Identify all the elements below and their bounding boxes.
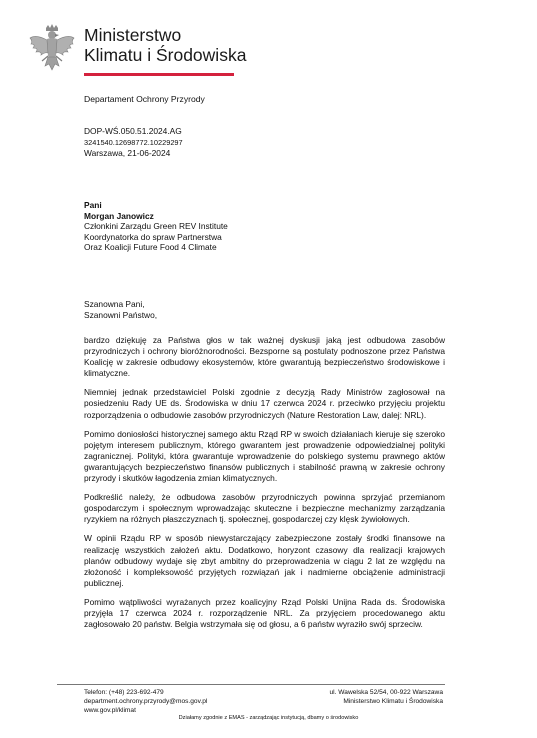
- case-number: 3241540.12698772.10229297: [84, 138, 183, 147]
- recipient-salutation: Pani: [84, 200, 102, 210]
- place-date: Warszawa, 21-06-2024: [84, 148, 171, 158]
- polish-eagle-emblem-icon: [28, 24, 76, 74]
- greeting-line1: Szanowna Pani,: [84, 299, 145, 309]
- body-paragraph-6: Pomimo wątpliwości wyrażanych przez koalicyjny Rząd Polski Unijna Rada ds. Środowiska przyjęła 17 czerwca 2024 r. rozporządzenie NRL. Za przyjęciem procedowanego aktu zagłosowało 20 państw. Belgia wstrzymała się od głosu, a 6 państw wyraziło swój sprzeciw.: [84, 596, 445, 630]
- footer-email-link[interactable]: department.ochrony.przyrody@mos.gov.pl: [84, 698, 208, 705]
- recipient-line3: Oraz Koalicji Future Food 4 Climate: [84, 242, 217, 252]
- recipient-block: [84, 200, 228, 253]
- recipient-line2: Koordynatorka do spraw Partnerstwa: [84, 231, 222, 242]
- footer-divider: [57, 684, 445, 685]
- recipient-name: Morgan Janowicz: [84, 210, 154, 221]
- reference-block: [84, 126, 183, 159]
- ministry-name-line2: Klimatu i Środowiska: [84, 45, 247, 65]
- body-paragraph-4: Podkreślić należy, że odbudowa zasobów przyrodniczych powinna sprzyjać przemianom gospodarczym i społecznym wprowadzając skuteczne i bezpieczne mechanizmy zarządzania ryzykiem na różnych płaszczyznach tj. społecznej, gospodarczej czy klęsk żywiołowych.: [84, 492, 445, 525]
- body-paragraph-3: Pomimo doniosłości historycznej samego aktu Rząd RP w swoich działaniach kieruje się szeroko pojętym interesem publicznym, którego gwarantem jest prowadzenie odpowiedzialnej polityki zagranicznej. Polityki, która gwarantuje wprowadzenie do polskiego systemu prawnego aktów gwarantujących bezpieczeństwo finansów publicznych i stabilność prawną w zakresie ochrony przyrody i skutków łagodzenia zmian klimatycznych.: [84, 428, 445, 484]
- footer-website-link[interactable]: www.gov.pl/klimat: [84, 707, 136, 714]
- header-accent-line: [84, 73, 234, 76]
- footer-phone: Telefon: (+48) 223-692-479: [84, 689, 164, 696]
- recipient-line1: Członkini Zarządu Green REV Institute: [84, 221, 228, 231]
- letter-body: [84, 335, 445, 638]
- greeting-line2: Szanowni Państwo,: [84, 310, 158, 320]
- department-name: Departament Ochrony Przyrody: [84, 94, 205, 104]
- body-paragraph-1: bardzo dziękuję za Państwa głos w tak ważnej dyskusji jaką jest odbudowa zasobów przyrodniczych i ochrony bioróżnorodności. Bezsporne są postulaty podnoszone przez Państwa Koalicję w zakresie odbudowy ekosystemów, które gwarantują bezpieczeństwo środowiskowe i klimatyczne.: [84, 335, 445, 379]
- body-paragraph-2: Niemniej jednak przedstawiciel Polski zgodnie z decyzją Rady Ministrów zagłosował na posiedzeniu Rady UE ds. Środowiska w dniu 17 czerwca 2024 r. przeciwko przyjęciu projektu rozporządzenia o odbudowie zasobów przyrodniczych (Nature Restoration Law, dalej: NRL).: [84, 387, 445, 420]
- footer-address: [330, 688, 444, 706]
- ministry-name: [84, 25, 246, 65]
- footer-street-address: ul. Wawelska 52/54, 00-922 Warszawa: [329, 689, 443, 696]
- reference-signature: DOP-WŚ.050.51.2024.AG: [84, 126, 182, 136]
- greeting: [84, 299, 157, 321]
- emas-note: Działamy zgodnie z EMAS - zarządzając instytucją, dbamy o środowisko: [178, 715, 359, 721]
- footer-contact: [84, 688, 207, 715]
- body-paragraph-5: W opinii Rządu RP w sposób niewystarczający zabezpieczone zostały środki finansowe na realizację wszystkich założeń aktu. Dodatkowo, horyzont czasowy dla realizacji krajowych planów odbudowy wydaje się zbyt ambitny do przeprowadzenia w ciągu 2 lat ze względu na złożoność i kompleksowość przyjętych rozwiązań jak i nadmierne obciążenie administracji publicznej.: [84, 533, 445, 588]
- ministry-name-line1: Ministerstwo: [84, 25, 182, 45]
- footer-institution: Ministerstwo Klimatu i Środowiska: [343, 698, 443, 705]
